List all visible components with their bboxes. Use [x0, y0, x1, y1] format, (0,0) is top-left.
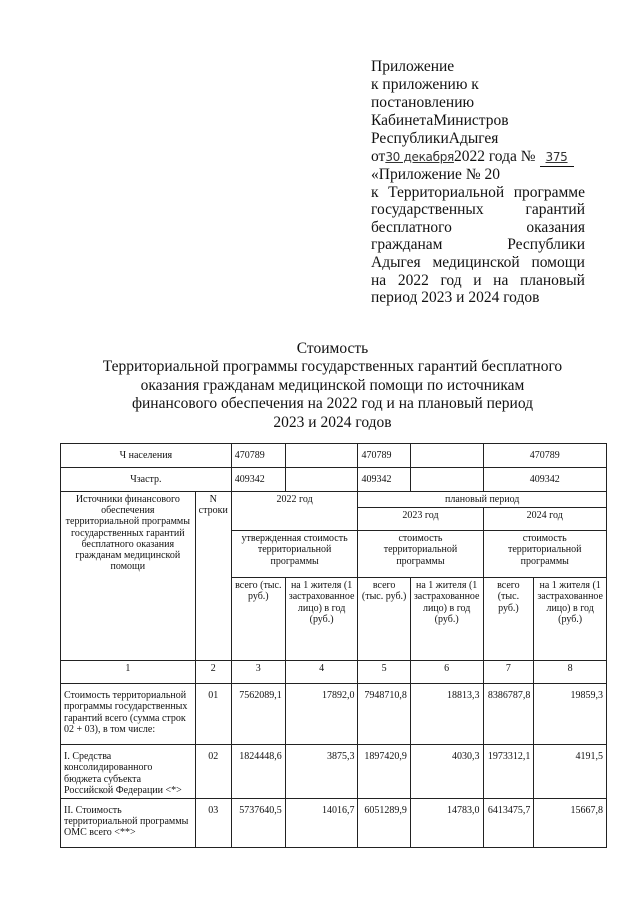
handwritten-number: 375	[540, 148, 574, 167]
table-row	[61, 745, 607, 799]
colnum: 8	[534, 661, 607, 684]
header-total-2022: всего (тыс. руб.)	[231, 578, 285, 661]
appendix-20-header	[371, 166, 585, 307]
document-title: Стоимость Территориальной программы государственных гарантий бесплатного оказания гражданам медицинской помощи по источникам финансового обеспечения на 2022 год и на плановый период 2023 и 2024 годов	[102, 340, 563, 431]
appendix20-line-8: период 2023 и 2024 годов	[371, 289, 540, 307]
appendix-header	[371, 58, 585, 167]
header-per-capita-2024: на 1 жителя (1 застрахованное лицо) в год (руб.)	[534, 578, 607, 661]
insured-row	[61, 468, 607, 492]
table-row	[61, 799, 607, 848]
colnum: 6	[410, 661, 483, 684]
row-label: Стоимость территориальной программы государственных гарантий всего (сумма строк 02 + 03), в том числе:	[61, 684, 196, 745]
insured-2022: 409342	[231, 468, 285, 492]
handwritten-date: 30 декабря	[385, 150, 454, 164]
population-label: Ч населения	[61, 444, 232, 468]
row-number: 03	[195, 799, 231, 848]
cell-value: 7562089,1	[231, 684, 285, 745]
appendix-date-line: от30 декабря2022 года № 375	[371, 148, 585, 167]
cell-value: 8386787,8	[483, 684, 534, 745]
population-2022: 470789	[231, 444, 285, 468]
header-total-2023: всего (тыс. руб.)	[358, 578, 410, 661]
header-cost-2023: стоимость территориальной программы	[358, 531, 483, 578]
appendix20-line-5: гражданам Республики	[371, 236, 585, 254]
population-2024: 470789	[483, 444, 607, 468]
appendix-line-2: к приложению к постановлению	[371, 76, 479, 111]
cell-value: 4191,5	[534, 745, 607, 799]
appendix-line-3: КабинетаМинистров	[371, 112, 509, 129]
population-2023: 470789	[358, 444, 410, 468]
row-label: II. Стоимость территориальной программы ОМС всего <**>	[61, 799, 196, 848]
row-number: 01	[195, 684, 231, 745]
header-cost-2024: стоимость территориальной программы	[483, 531, 607, 578]
row-label: I. Средства консолидированного бюджета субъекта Российской Федерации <*>	[61, 745, 196, 799]
column-numbers-row	[61, 661, 607, 684]
cost-table	[60, 443, 607, 848]
header-row-1	[61, 492, 607, 508]
appendix20-line-7: на 2022 год и на плановый	[371, 271, 585, 289]
cell-value: 17892,0	[285, 684, 358, 745]
header-2024: 2024 год	[483, 508, 607, 531]
header-total-2024: всего (тыс. руб.)	[483, 578, 534, 661]
insured-2023: 409342	[358, 468, 410, 492]
appendix-line-4: РеспубликиАдыгея	[371, 130, 499, 147]
header-2023: 2023 год	[358, 508, 483, 531]
header-per-capita-2023: на 1 жителя (1 застрахованное лицо) в год (руб.)	[410, 578, 483, 661]
colnum: 3	[231, 661, 285, 684]
appendix20-line-1: «Приложение № 20	[371, 166, 500, 183]
cell-value: 18813,3	[410, 684, 483, 745]
cell-value: 1973312,1	[483, 745, 534, 799]
cell-value: 4030,3	[410, 745, 483, 799]
cell-value: 1824448,6	[231, 745, 285, 799]
colnum: 1	[61, 661, 196, 684]
header-cost-approved: утвержденная стоимость территориальной программы	[231, 531, 358, 578]
appendix20-line-4: бесплатного оказания	[371, 218, 585, 236]
cell-value: 1897420,9	[358, 745, 410, 799]
header-sources: Источники финансового обеспечения территориальной программы государственных гарантий бесплатного оказания гражданам медицинской помощи	[61, 492, 196, 661]
cell-value: 6051289,9	[358, 799, 410, 848]
appendix20-line-2: к Территориальной программе	[371, 183, 585, 201]
appendix-line-1: Приложение	[371, 58, 455, 75]
header-per-capita-2022: на 1 жителя (1 застрахованное лицо) в год (руб.)	[285, 578, 358, 661]
header-2022: 2022 год	[231, 492, 358, 531]
cell-value: 19859,3	[534, 684, 607, 745]
header-planned-period: плановый период	[358, 492, 607, 508]
population-row	[61, 444, 607, 468]
cell-value: 5737640,5	[231, 799, 285, 848]
cell-value: 14016,7	[285, 799, 358, 848]
table-row	[61, 684, 607, 745]
cell-value: 15667,8	[534, 799, 607, 848]
cell-value: 7948710,8	[358, 684, 410, 745]
cell-value: 6413475,7	[483, 799, 534, 848]
colnum: 7	[483, 661, 534, 684]
cell-value: 3875,3	[285, 745, 358, 799]
header-line-number: N строки	[195, 492, 231, 661]
insured-2024: 409342	[483, 468, 607, 492]
colnum: 4	[285, 661, 358, 684]
row-number: 02	[195, 745, 231, 799]
insured-label: Чзастр.	[61, 468, 232, 492]
colnum: 2	[195, 661, 231, 684]
colnum: 5	[358, 661, 410, 684]
appendix20-line-6: Адыгея медицинской помощи	[371, 253, 585, 271]
appendix20-line-3: государственных гарантий	[371, 201, 585, 219]
cell-value: 14783,0	[410, 799, 483, 848]
